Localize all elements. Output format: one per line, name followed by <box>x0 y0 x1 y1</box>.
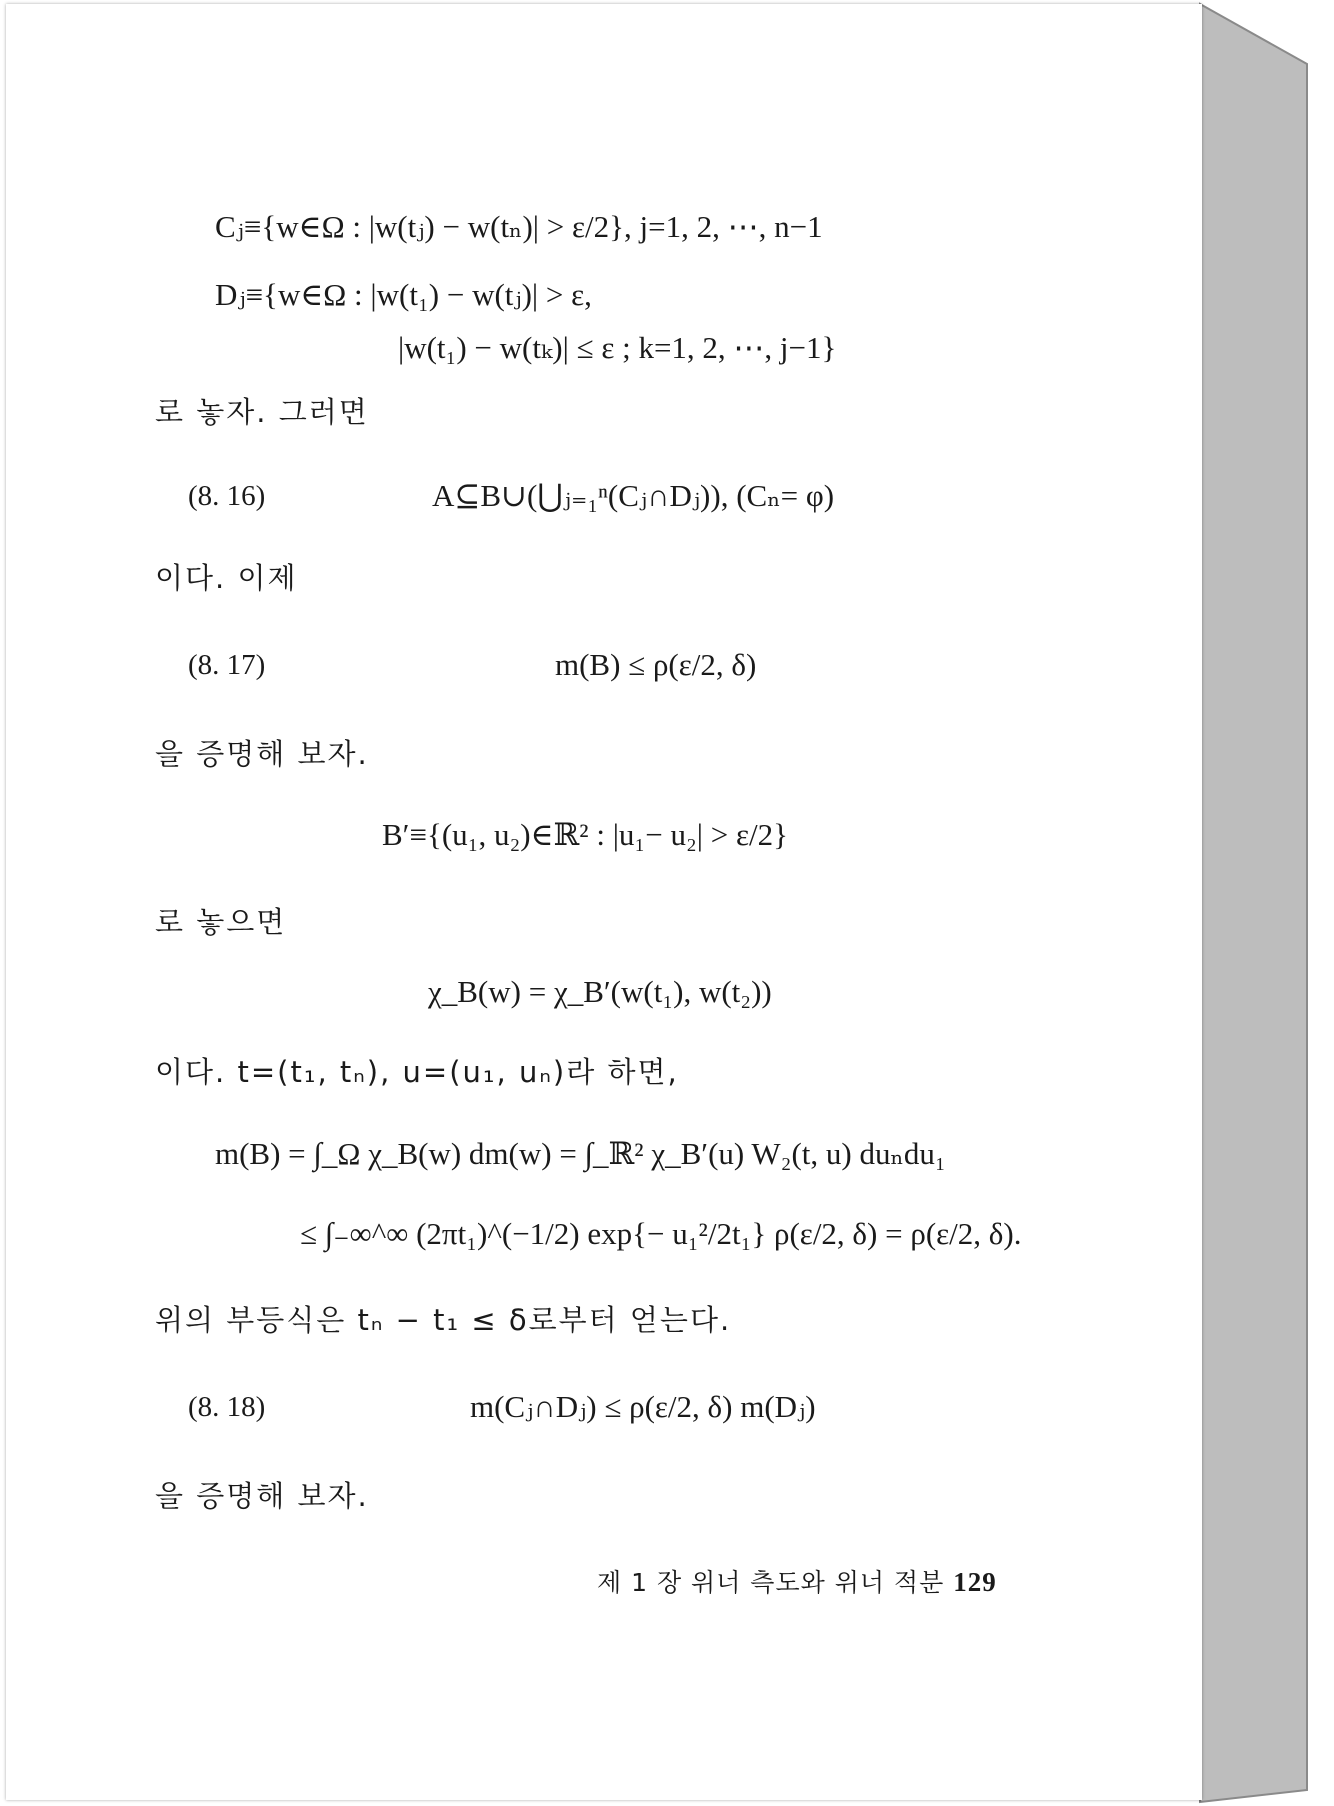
page-number: 129 <box>953 1567 997 1597</box>
prose-line: 이다. t=(t₁, tₙ), u=(u₁, uₙ)라 하면, <box>155 1055 679 1089</box>
mb-integral-line-2: ≤ ∫₋∞^∞ (2πt₁)^(−1/2) exp{− u₁²/2t₁} ρ(ε/2, δ) = ρ(ε/2, δ). <box>300 1216 1022 1251</box>
c-set-definition: Cⱼ≡{w∈Ω : |w(tⱼ) − w(tₙ)| > ε/2}, j=1, 2, ⋯, n−1 <box>215 209 823 244</box>
chi-indicator-equation: χ_B(w) = χ_B′(w(t₁), w(t₂)) <box>428 974 772 1009</box>
prose-line: 을 증명해 보자. <box>155 1479 369 1513</box>
equation-8-16: A⊆B∪(⋃ⱼ₌₁ⁿ(Cⱼ∩Dⱼ)), (Cₙ= φ) <box>432 478 835 513</box>
page-footer <box>597 1562 997 1603</box>
chapter-title: 제 1 장 위너 측도와 위너 적분 <box>597 1568 945 1597</box>
equation-number: (8. 17) <box>188 649 266 681</box>
prose-line: 이다. 이제 <box>155 561 298 595</box>
b-prime-definition: B′≡{(u₁, u₂)∈ℝ² : |u₁− u₂| > ε/2} <box>382 817 788 852</box>
equation-8-17: m(B) ≤ ρ(ε/2, δ) <box>555 647 757 682</box>
prose-line: 로 놓자. 그러면 <box>155 395 369 429</box>
prose-line: 을 증명해 보자. <box>155 737 369 771</box>
equation-number: (8. 18) <box>188 1391 266 1423</box>
prose-line: 로 놓으면 <box>155 905 287 939</box>
d-set-definition-line-2: |w(t₁) − w(tₖ)| ≤ ε ; k=1, 2, ⋯, j−1} <box>398 330 837 365</box>
mb-integral-line-1: m(B) = ∫_Ω χ_B(w) dm(w) = ∫_ℝ² χ_B′(u) W₂(t, u) duₙdu₁ <box>215 1136 946 1171</box>
equation-8-18: m(Cⱼ∩Dⱼ) ≤ ρ(ε/2, δ) m(Dⱼ) <box>470 1389 816 1424</box>
d-set-definition-line-1: Dⱼ≡{w∈Ω : |w(t₁) − w(tⱼ)| > ε, <box>215 277 592 312</box>
prose-line: 위의 부등식은 tₙ − t₁ ≤ δ로부터 얻는다. <box>155 1303 732 1337</box>
equation-number: (8. 16) <box>188 480 266 512</box>
